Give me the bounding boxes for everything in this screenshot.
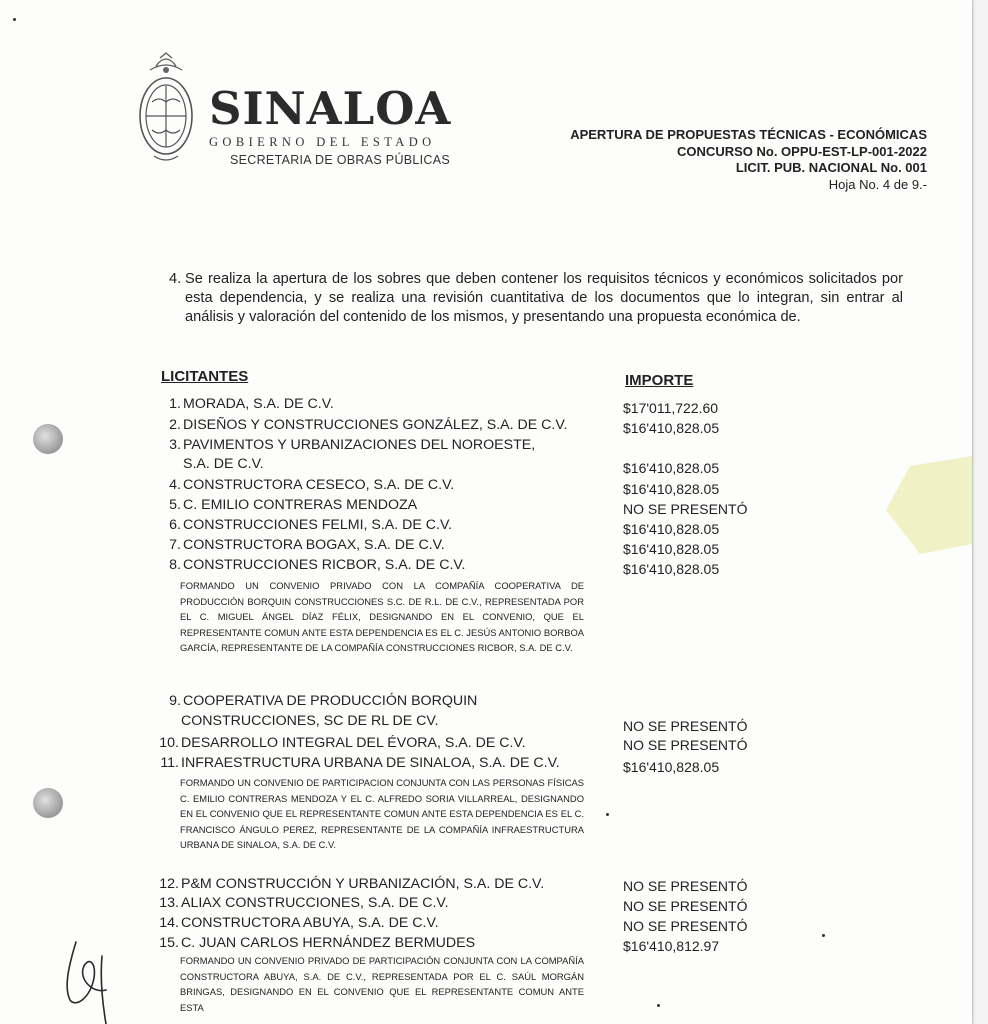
bidder-name: COOPERATIVA DE PRODUCCIÓN BORQUIN	[183, 693, 478, 709]
bidder-name: DISEÑOS Y CONSTRUCCIONES GONZÁLEZ, S.A. DE C.V.	[183, 417, 568, 433]
row-number: 7.	[169, 537, 181, 553]
bidder-name: C. EMILIO CONTRERAS MENDOZA	[183, 497, 418, 513]
header-title: APERTURA DE PROPUESTAS TÉCNICAS - ECONÓMICAS	[570, 127, 927, 142]
bid-amount: NO SE PRESENTÓ	[623, 501, 748, 517]
bidder-name: PAVIMENTOS Y URBANIZACIONES DEL NOROESTE,	[183, 437, 536, 453]
consortium-note: FORMANDO UN CONVENIO PRIVADO CON LA COMPAÑÍA COOPERATIVA DE PRODUCCIÓN BORQUIN CONSTRUCCIONES S.C. DE R.L. DE C.V., REPRESENTADA POR EL C. MIGUEL ÁNGEL DÍAZ FÉLIX, DESIGNANDO EN EL CONVENIO, QUE EL REPRESENTANTE COMUN ANTE ESTA DEPENDENCIA ES EL C. JESÚS ANTONIO BORBOA GARCÍA, REPRESENTANTE DE LA COMPAÑÍA CONSTRUCCIONES RICBOR, S.A. DE C.V.	[180, 580, 584, 654]
row-number: 4.	[169, 477, 181, 493]
row-number: 9.	[169, 693, 181, 709]
header-page-number: Hoja No. 4 de 9.-	[828, 176, 927, 192]
header-tender: LICIT. PUB. NACIONAL No. 001	[735, 160, 927, 175]
row-number: 15.	[159, 935, 179, 951]
bidder-name: ALIAX CONSTRUCCIONES, S.A. DE C.V.	[181, 895, 449, 911]
punch-hole	[33, 424, 63, 454]
intro-text: Se realiza la apertura de los sobres que deben contener los requisitos técnicos y económicos solicitados por esta dependencia, y se realiza una revisión cuantitativa de los documentos que lo integran, sin entrar al análisis y valoración del contenido de los mismos, y presentando una propuesta económica de.	[185, 271, 903, 325]
row-number: 14.	[159, 915, 179, 931]
row-number: 2.	[169, 417, 181, 433]
row-number: 5.	[169, 497, 181, 513]
bidder-name: CONSTRUCCIONES FELMI, S.A. DE C.V.	[183, 517, 453, 533]
letterhead-brand	[209, 82, 452, 167]
bidder-name: DESARROLLO INTEGRAL DEL ÉVORA, S.A. DE C.V.	[181, 735, 526, 751]
bidder-name: INFRAESTRUCTURA URBANA DE SINALOA, S.A. DE C.V.	[181, 755, 560, 771]
header-contest: CONCURSO No. OPPU-EST-LP-001-2022	[677, 143, 927, 159]
bidder-name-continued: CONSTRUCCIONES, SC DE RL DE CV.	[181, 713, 439, 729]
sticky-flag-icon	[880, 450, 972, 556]
intro-number: 4.	[169, 271, 182, 287]
row-number: 1.	[169, 396, 181, 412]
scan-speck	[657, 1004, 660, 1007]
bidder-name: CONSTRUCTORA CESECO, S.A. DE C.V.	[183, 477, 455, 493]
scan-speck	[606, 813, 609, 816]
bid-amount: $16'410,828.05	[623, 521, 720, 537]
column-header-amount: IMPORTE	[625, 372, 694, 389]
bid-amount: $17'011,722.60	[623, 400, 719, 416]
bid-amount: NO SE PRESENTÓ	[623, 918, 748, 934]
bid-amount: $16'410,828.05	[623, 420, 720, 436]
row-number: 8.	[169, 557, 181, 573]
scan-speck	[13, 18, 16, 21]
bidder-name: MORADA, S.A. DE C.V.	[183, 396, 334, 412]
row-number: 13.	[159, 895, 179, 911]
intro-paragraph	[169, 270, 903, 327]
row-number: 6.	[169, 517, 181, 533]
state-name: SINALOA	[209, 82, 452, 135]
bid-amount: NO SE PRESENTÓ	[623, 718, 748, 734]
bid-amount: $16'410,828.05	[623, 561, 720, 577]
consortium-note: FORMANDO UN CONVENIO DE PARTICIPACION CONJUNTA CON LAS PERSONAS FÍSICAS C. EMILIO CONTRERAS MENDOZA Y EL C. ALFREDO SORIA VILLARREAL, DESIGNANDO EN EL CONVENIO QUE EL REPRESENTANTE COMUN ANTE ESTA DEPENDENCIA ES EL C. FRANCISCO ÁNGULO PEREZ, REPRESENTANTE DE LA COMPAÑÍA INFRAESTRUCTURA URBANA DE SINALOA, S.A. DE C.V.	[180, 777, 584, 851]
row-number: 11.	[160, 755, 179, 771]
bid-amount: $16'410,828.05	[623, 541, 720, 557]
consortium-note: FORMANDO UN CONVENIO PRIVADO DE PARTICIPACIÓN CONJUNTA CON LA COMPAÑÍA CONSTRUCTORA ABUYA, S.A. DE C.V., REPRESENTADA POR EL C. SAÚL MORGÁN BRINGAS, DESIGNANDO EN EL CONVENIO QUE EL REPRESENTANTE COMUN ANTE ESTA	[180, 955, 584, 1013]
scan-speck	[822, 934, 825, 937]
bidder-name: CONSTRUCTORA ABUYA, S.A. DE C.V.	[181, 915, 439, 931]
bid-amount: NO SE PRESENTÓ	[623, 898, 748, 914]
bidder-name: C. JUAN CARLOS HERNÁNDEZ BERMUDES	[181, 935, 476, 951]
punch-hole	[33, 788, 63, 818]
bid-amount: NO SE PRESENTÓ	[623, 878, 748, 894]
row-number: 12.	[159, 876, 179, 892]
bidder-name: CONSTRUCCIONES RICBOR, S.A. DE C.V.	[183, 557, 466, 573]
bidder-name-continued: S.A. DE C.V.	[183, 456, 264, 472]
bid-amount: NO SE PRESENTÓ	[623, 737, 748, 753]
row-number: 10.	[159, 735, 179, 751]
bid-amount: $16'410,828.05	[623, 759, 720, 775]
column-header-bidders: LICITANTES	[161, 368, 249, 385]
government-label: GOBIERNO DEL ESTADO	[209, 135, 436, 149]
bid-amount: $16'410,828.05	[623, 481, 720, 497]
row-number: 3.	[169, 437, 181, 453]
handwritten-initial-icon	[62, 938, 122, 1024]
document-header	[570, 127, 927, 193]
bid-amount: $16'410,812.97	[623, 938, 720, 954]
secretariat-label: SECRETARIA DE OBRAS PÚBLICAS	[230, 153, 451, 167]
coat-of-arms-icon	[134, 52, 198, 164]
bidder-name: CONSTRUCTORA BOGAX, S.A. DE C.V.	[183, 537, 445, 553]
bid-amount: $16'410,828.05	[623, 460, 720, 476]
bidder-name: P&M CONSTRUCCIÓN Y URBANIZACIÓN, S.A. DE C.V.	[181, 876, 545, 892]
